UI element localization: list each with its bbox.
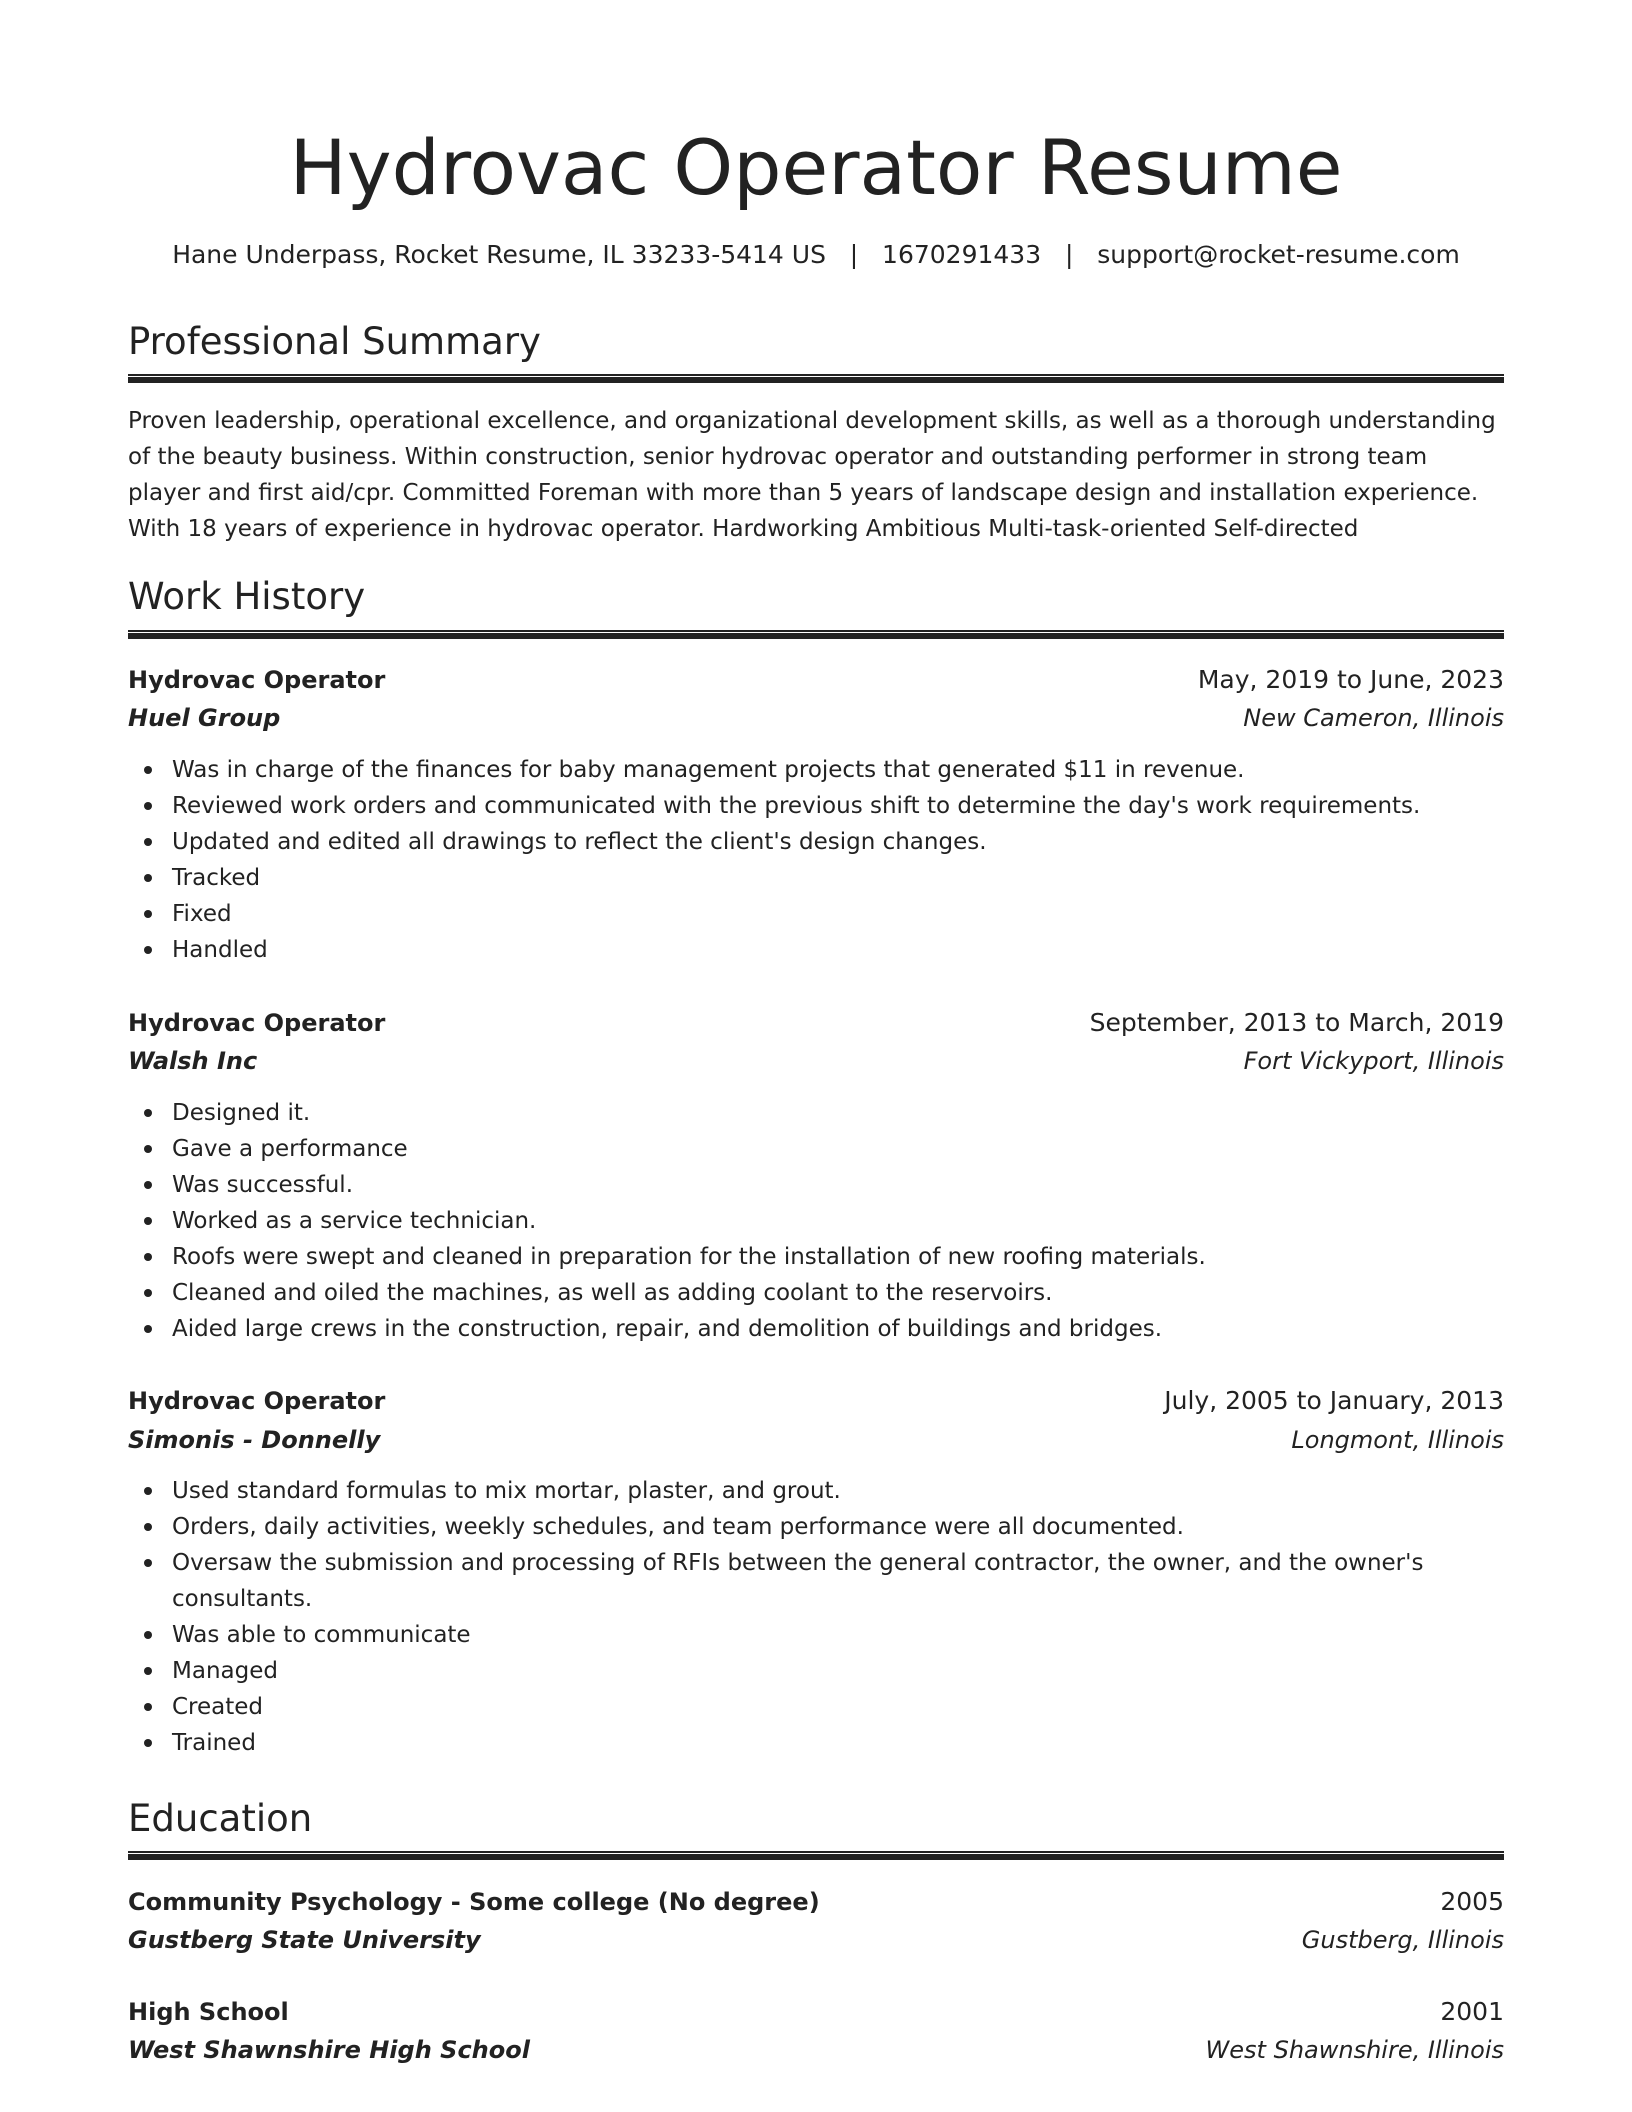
list-item bbox=[172, 932, 1504, 968]
bullet-icon bbox=[144, 1109, 152, 1117]
duty-text: Aided large crews in the construction, repair, and demolition of buildings and bridges. bbox=[172, 1316, 1163, 1342]
job-2-duties bbox=[128, 1095, 1504, 1347]
education-1-degree-row bbox=[128, 1883, 1504, 1921]
contact-line: Hane Underpass, Rocket Resume, IL 33233-5414 US | 1670291433 | support@rocket-resume.com bbox=[172, 240, 1460, 269]
list-item bbox=[172, 1167, 1504, 1203]
duty-text: Created bbox=[172, 1694, 264, 1720]
bullet-icon bbox=[144, 1703, 152, 1711]
list-item bbox=[172, 1275, 1504, 1311]
bullet-icon bbox=[144, 1739, 152, 1747]
bullet-icon bbox=[144, 1145, 152, 1153]
job-title: Hydrovac Operator bbox=[128, 1387, 386, 1415]
bullet-icon bbox=[144, 766, 152, 774]
duty-text: Updated and edited all drawings to reflect the client's design changes. bbox=[172, 829, 987, 855]
bullet-icon bbox=[144, 838, 152, 846]
list-item bbox=[172, 752, 1504, 788]
resume-title: Hydrovac Operator Resume bbox=[289, 123, 1343, 212]
education-location: Gustberg, Illinois bbox=[1301, 1926, 1504, 1954]
education-year: 2001 bbox=[1440, 1997, 1504, 2026]
summary-text bbox=[128, 403, 1504, 547]
job-location: Longmont, Illinois bbox=[1291, 1426, 1504, 1454]
education-school: Gustberg State University bbox=[128, 1926, 481, 1954]
duty-text: Orders, daily activities, weekly schedules, and team performance were all documented. bbox=[172, 1514, 1184, 1540]
list-item bbox=[172, 1509, 1504, 1545]
job-2-company-row bbox=[128, 1042, 1504, 1080]
job-location: New Cameron, Illinois bbox=[1243, 704, 1504, 732]
summary-divider bbox=[128, 374, 1504, 383]
job-company: Walsh Inc bbox=[128, 1047, 258, 1075]
job-3-title-row bbox=[128, 1382, 1504, 1420]
education-location: West Shawnshire, Illinois bbox=[1205, 2036, 1504, 2064]
list-item bbox=[172, 1095, 1504, 1131]
education-degree: Community Psychology - Some college (No degree) bbox=[128, 1888, 820, 1916]
bullet-icon bbox=[144, 1667, 152, 1675]
bullet-icon bbox=[144, 1217, 152, 1225]
education-school: West Shawnshire High School bbox=[128, 2036, 530, 2064]
list-item bbox=[172, 1617, 1504, 1653]
job-location: Fort Vickyport, Illinois bbox=[1243, 1047, 1504, 1075]
duty-text: Cleaned and oiled the machines, as well as adding coolant to the reservoirs. bbox=[172, 1280, 1053, 1306]
bullet-icon bbox=[144, 1325, 152, 1333]
duty-text: Was in charge of the finances for baby management projects that generated $11 in revenue. bbox=[172, 757, 1245, 783]
education-heading: Education bbox=[128, 1797, 313, 1840]
duty-text: Managed bbox=[172, 1658, 278, 1684]
bullet-icon bbox=[144, 1253, 152, 1261]
bullet-icon bbox=[144, 1559, 152, 1567]
job-dates: May, 2019 to June, 2023 bbox=[1197, 665, 1504, 694]
job-3-duties bbox=[128, 1473, 1504, 1761]
education-2-school-row bbox=[128, 2031, 1504, 2069]
job-1-title-row bbox=[128, 661, 1504, 699]
education-divider bbox=[128, 1851, 1504, 1860]
job-2-title-row bbox=[128, 1004, 1504, 1042]
job-dates: September, 2013 to March, 2019 bbox=[1089, 1008, 1504, 1037]
job-3-company-row bbox=[128, 1421, 1504, 1459]
duty-text: Trained bbox=[172, 1730, 256, 1756]
duty-text: Worked as a service technician. bbox=[172, 1208, 537, 1234]
duty-text: Was able to communicate bbox=[172, 1622, 471, 1648]
bullet-icon bbox=[144, 874, 152, 882]
bullet-icon bbox=[144, 802, 152, 810]
education-1-school-row bbox=[128, 1921, 1504, 1959]
list-item bbox=[172, 1689, 1504, 1725]
education-2-degree-row bbox=[128, 1993, 1504, 2031]
summary-line: of the beauty business. Within construction, senior hydrovac operator and outstanding performer in strong team bbox=[128, 444, 1428, 470]
bullet-icon bbox=[144, 1289, 152, 1297]
duty-text: Reviewed work orders and communicated with the previous shift to determine the day's work requirements. bbox=[172, 793, 1421, 819]
job-title: Hydrovac Operator bbox=[128, 1009, 386, 1037]
bullet-icon bbox=[144, 1487, 152, 1495]
list-item bbox=[172, 1545, 1504, 1617]
education-year: 2005 bbox=[1440, 1887, 1504, 1916]
bullet-icon bbox=[144, 946, 152, 954]
job-company: Simonis - Donnelly bbox=[128, 1426, 381, 1454]
list-item bbox=[172, 860, 1504, 896]
duty-text: Was successful. bbox=[172, 1172, 354, 1198]
summary-line: Proven leadership, operational excellence, and organizational development skills, as well as a thorough understanding bbox=[128, 408, 1496, 434]
list-item bbox=[172, 1203, 1504, 1239]
list-item bbox=[172, 824, 1504, 860]
list-item bbox=[172, 1725, 1504, 1761]
duty-text: Handled bbox=[172, 937, 268, 963]
list-item bbox=[172, 1653, 1504, 1689]
job-dates: July, 2005 to January, 2013 bbox=[1164, 1386, 1504, 1415]
work-history-heading: Work History bbox=[128, 575, 366, 618]
job-1-company-row bbox=[128, 699, 1504, 737]
duty-text: Fixed bbox=[172, 901, 232, 927]
list-item bbox=[172, 1473, 1504, 1509]
list-item bbox=[172, 896, 1504, 932]
work-history-divider bbox=[128, 630, 1504, 639]
summary-line: player and first aid/cpr. Committed Foreman with more than 5 years of landscape design and installation experience. bbox=[128, 480, 1479, 506]
duty-text: Designed it. bbox=[172, 1100, 311, 1126]
duty-text: Gave a performance bbox=[172, 1136, 408, 1162]
duty-text: Roofs were swept and cleaned in preparation for the installation of new roofing materials. bbox=[172, 1244, 1206, 1270]
list-item bbox=[172, 788, 1504, 824]
summary-heading: Professional Summary bbox=[128, 320, 541, 363]
bullet-icon bbox=[144, 1631, 152, 1639]
duty-text: Tracked bbox=[172, 865, 261, 891]
bullet-icon bbox=[144, 910, 152, 918]
duty-text: Oversaw the submission and processing of RFIs between the general contractor, the owner, and the owner's consultants. bbox=[172, 1550, 1424, 1612]
bullet-icon bbox=[144, 1523, 152, 1531]
job-title: Hydrovac Operator bbox=[128, 666, 386, 694]
bullet-icon bbox=[144, 1181, 152, 1189]
job-company: Huel Group bbox=[128, 704, 281, 732]
job-1-duties bbox=[128, 752, 1504, 968]
summary-line: With 18 years of experience in hydrovac operator. Hardworking Ambitious Multi-task-oriented Self-directed bbox=[128, 516, 1359, 542]
duty-text: Used standard formulas to mix mortar, plaster, and grout. bbox=[172, 1478, 841, 1504]
list-item bbox=[172, 1239, 1504, 1275]
list-item bbox=[172, 1311, 1504, 1347]
education-degree: High School bbox=[128, 1998, 289, 2026]
list-item bbox=[172, 1131, 1504, 1167]
